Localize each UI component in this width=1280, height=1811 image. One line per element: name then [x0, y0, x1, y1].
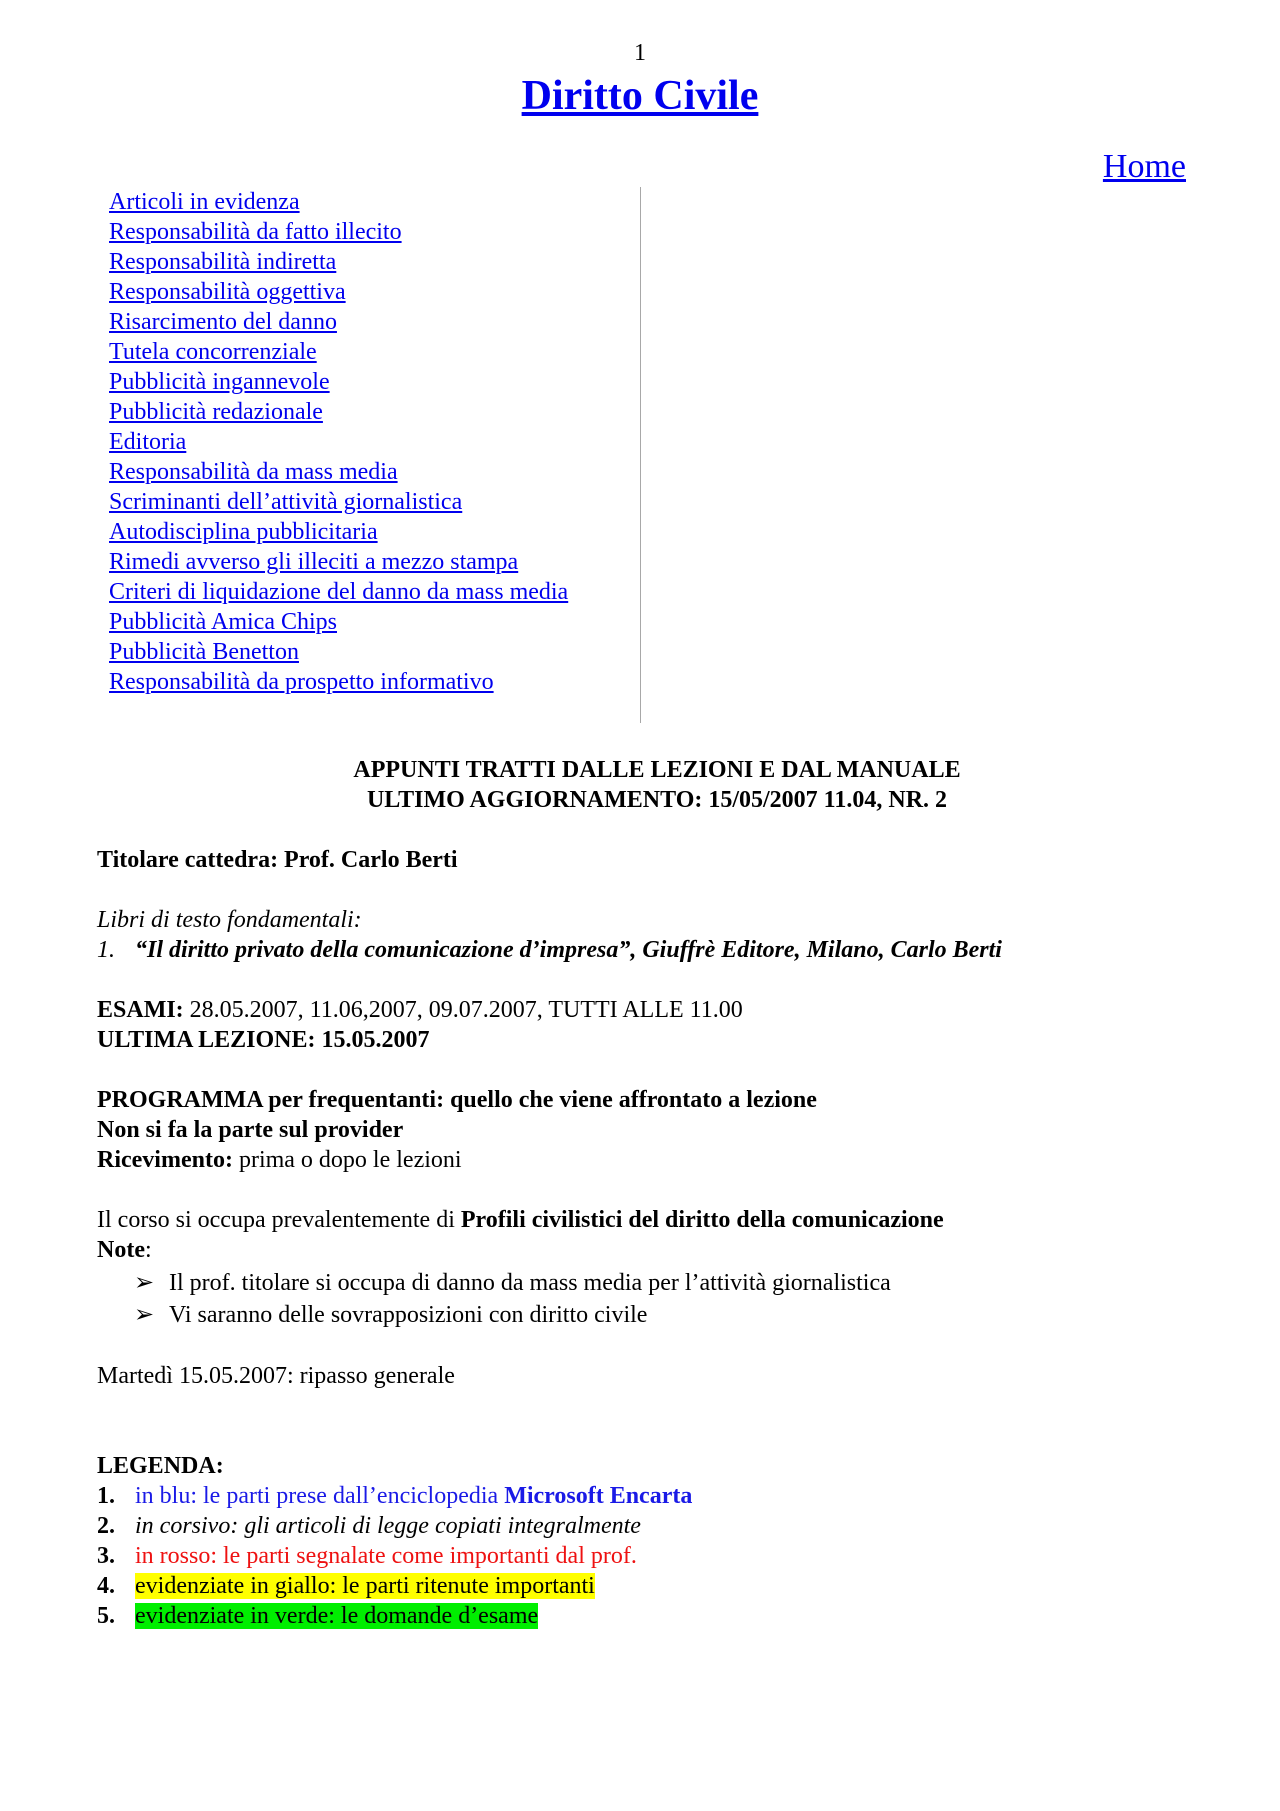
legenda-blue-text: [135, 1483, 692, 1509]
nav-link-responsabilita-fatto-illecito[interactable]: Responsabilità da fatto illecito: [109, 219, 402, 245]
nav-link-criteri-liquidazione[interactable]: Criteri di liquidazione del danno da mass media: [109, 579, 569, 605]
nav-link-tutela-concorrenziale[interactable]: Tutela concorrenziale: [109, 339, 317, 365]
legenda-item: [97, 1571, 1217, 1601]
nav-link-benetton[interactable]: Pubblicità Benetton: [109, 639, 299, 665]
corso-prefix: Il corso si occupa prevalentemente di: [97, 1207, 461, 1233]
page-title: [0, 72, 1280, 120]
nav-item: [109, 637, 640, 667]
main-content: [97, 755, 1217, 1631]
nav-item: [109, 217, 640, 247]
nav-link-autodisciplina[interactable]: Autodisciplina pubblicitaria: [109, 519, 378, 545]
legenda-yellow-highlight: evidenziate in giallo: le parti ritenute importanti: [135, 1573, 595, 1599]
nav-item: [109, 577, 640, 607]
nav-item: [109, 337, 640, 367]
nav-link-articoli-in-evidenza[interactable]: Articoli in evidenza: [109, 189, 300, 215]
nav-item: [109, 187, 640, 217]
nav-link-scriminanti[interactable]: Scriminanti dell’attività giornalistica: [109, 489, 463, 515]
note-item: [134, 1299, 1217, 1331]
nav-list: [84, 187, 640, 697]
nav-item: [109, 277, 640, 307]
legenda-blue-label: in blu: le parti prese dall’enciclopedia: [135, 1483, 505, 1509]
nav-item: [109, 457, 640, 487]
nav-item: [109, 607, 640, 637]
home-link[interactable]: Home: [1102, 148, 1186, 185]
nav-link-responsabilita-mass-media[interactable]: Responsabilità da mass media: [109, 459, 398, 485]
legenda-italic-text: in corsivo: gli articoli di legge copiati integralmente: [135, 1513, 641, 1539]
exams-dates: 28.05.2007, 11.06,2007, 09.07.2007, TUTTI ALLE 11.00: [183, 997, 743, 1023]
note-list: [97, 1267, 1217, 1331]
ricevimento-line: [97, 1145, 1217, 1175]
legenda-item: [97, 1481, 1217, 1511]
legenda-red-text: in rosso: le parti segnalate come importanti dal prof.: [135, 1543, 637, 1569]
corso-line: [97, 1205, 1217, 1235]
legenda-green-highlight: evidenziate in verde: le domande d’esame: [135, 1603, 539, 1629]
exams-line: [97, 995, 1217, 1025]
nav-link-prospetto-informativo[interactable]: Responsabilità da prospetto informativo: [109, 669, 494, 695]
ripasso-line: Martedì 15.05.2007: ripasso generale: [97, 1363, 455, 1389]
note-item-text: Il prof. titolare si occupa di danno da mass media per l’attività giornalistica: [169, 1270, 891, 1296]
textbook-item: [97, 935, 1217, 965]
note-label: Note: [97, 1237, 145, 1263]
nav-item: [109, 307, 640, 337]
nav-link-responsabilita-indiretta[interactable]: Responsabilità indiretta: [109, 249, 337, 275]
textbooks-label: [97, 905, 1217, 935]
nav-link-pubblicita-redazionale[interactable]: Pubblicità redazionale: [109, 399, 323, 425]
legenda-number: 2.: [97, 1513, 115, 1539]
ricevimento-label: Ricevimento:: [97, 1147, 233, 1173]
header-line-1: APPUNTI TRATTI DALLE LEZIONI E DAL MANUALE: [353, 757, 961, 783]
header-line-2: ULTIMO AGGIORNAMENTO: 15/05/2007 11.04, NR. 2: [366, 787, 948, 813]
exams-label: ESAMI:: [97, 997, 184, 1023]
articles-nav: [84, 187, 641, 723]
nav-item: [109, 397, 640, 427]
note-item: [134, 1267, 1217, 1299]
legenda-title: LEGENDA:: [97, 1453, 224, 1479]
legenda-number: 3.: [97, 1543, 115, 1569]
legenda-list: [97, 1481, 1217, 1631]
nav-link-risarcimento-danno[interactable]: Risarcimento del danno: [109, 309, 337, 335]
nav-link-rimedi[interactable]: Rimedi avverso gli illeciti a mezzo stampa: [109, 549, 519, 575]
note-heading: [97, 1235, 1217, 1265]
legenda-item: [97, 1541, 1217, 1571]
programma-line-1: PROGRAMMA per frequentanti: quello che viene affrontato a lezione: [97, 1087, 817, 1113]
nav-item: [109, 517, 640, 547]
nav-item: [109, 427, 640, 457]
note-item-text: Vi saranno delle sovrapposizioni con diritto civile: [169, 1302, 648, 1328]
arrow-bullet-icon: ➢: [134, 1302, 155, 1328]
corso-subject: Profili civilistici del diritto della comunicazione: [460, 1207, 944, 1233]
legenda-number: 1.: [97, 1483, 115, 1509]
legenda-blue-source: Microsoft Encarta: [504, 1483, 693, 1509]
legenda-item: [97, 1601, 1217, 1631]
programma-line-2: Non si fa la parte sul provider: [97, 1117, 404, 1143]
nav-item: [109, 667, 640, 697]
last-lesson: ULTIMA LEZIONE: 15.05.2007: [97, 1027, 430, 1053]
nav-link-responsabilita-oggettiva[interactable]: Responsabilità oggettiva: [109, 279, 346, 305]
note-colon: :: [144, 1237, 152, 1263]
nav-link-editoria[interactable]: Editoria: [109, 429, 187, 455]
nav-link-amica-chips[interactable]: Pubblicità Amica Chips: [109, 609, 337, 635]
ricevimento-value: prima o dopo le lezioni: [232, 1147, 462, 1173]
textbooks-label-text: Libri di testo fondamentali:: [97, 907, 362, 933]
legenda-number: 4.: [97, 1573, 115, 1599]
page-number: 1: [634, 40, 646, 66]
nav-item: [109, 367, 640, 397]
title-link[interactable]: Diritto Civile: [521, 73, 759, 119]
legenda-number: 5.: [97, 1603, 115, 1629]
nav-item: [109, 247, 640, 277]
arrow-bullet-icon: ➢: [134, 1270, 155, 1296]
nav-item: [109, 547, 640, 577]
titolare-cattedra: Titolare cattedra: Prof. Carlo Berti: [97, 847, 458, 873]
legenda-item: [97, 1511, 1217, 1541]
textbook-title: “Il diritto privato della comunicazione d’impresa”, Giuffrè Editore, Milano, Carlo Berti: [135, 937, 1002, 963]
nav-item: [109, 487, 640, 517]
nav-link-pubblicita-ingannevole[interactable]: Pubblicità ingannevole: [109, 369, 330, 395]
textbook-number: 1.: [97, 937, 115, 963]
